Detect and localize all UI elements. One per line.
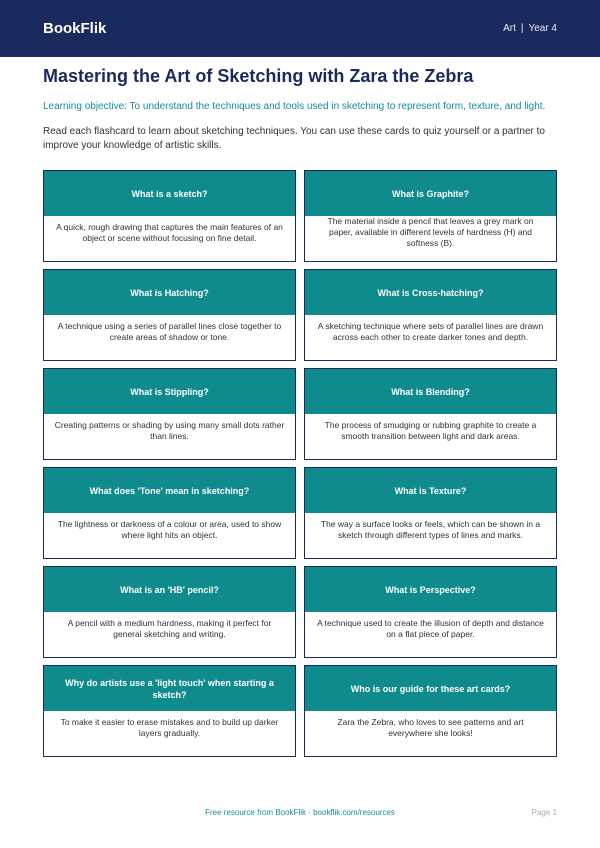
card-answer: To make it easier to erase mistakes and to build up darker layers gradually. [60, 717, 279, 738]
card-answer: Zara the Zebra, who loves to see patterns and art everywhere she looks! [337, 717, 524, 738]
card-question: What is an 'HB' pencil? [44, 567, 295, 612]
learning-objective: Learning objective: To understand the techniques and tools used in sketching to represent form, texture, and light. [43, 101, 546, 112]
flashcard [43, 170, 296, 262]
meta-separator: | [520, 23, 524, 34]
brand-logo[interactable]: BookFlik [43, 20, 107, 37]
card-answer: A quick, rough drawing that captures the main features of an object or scene without focusing on fine detail. [56, 222, 283, 243]
flashcard [43, 269, 296, 361]
card-answer: A sketching technique where sets of parallel lines are drawn across each other to create darker tones and depth. [317, 321, 544, 342]
card-question: What is a sketch? [44, 171, 295, 216]
card-question: What is Hatching? [44, 270, 295, 315]
card-answer: The material inside a pencil that leaves a grey mark on paper, available in different levels of hardness (H) and softness (B). [327, 216, 534, 248]
page-number: Page 1 [531, 808, 557, 817]
card-question: What is Blending? [305, 369, 556, 414]
top-bar [0, 0, 600, 57]
card-answer: Creating patterns or shading by using many small dots rather than lines. [54, 420, 285, 441]
flashcard [304, 467, 557, 559]
card-answer: The way a surface looks or feels, which can be shown in a sketch through different types of lines and marks. [320, 519, 541, 540]
card-question: What is Texture? [305, 468, 556, 513]
subject-year [503, 23, 557, 34]
flashcard [304, 566, 557, 658]
card-question: Why do artists use a 'light touch' when starting a sketch? [44, 666, 295, 711]
flashcard [304, 269, 557, 361]
card-answer: The process of smudging or rubbing graphite to create a smooth transition between light and dark areas. [324, 420, 537, 441]
card-question: Who is our guide for these art cards? [305, 666, 556, 711]
flashcard [43, 467, 296, 559]
card-question: What does 'Tone' mean in sketching? [44, 468, 295, 513]
flashcard [304, 665, 557, 757]
flashcard [304, 368, 557, 460]
page-title: Mastering the Art of Sketching with Zara the Zebra [43, 66, 474, 86]
card-answer: A technique using a series of parallel lines close together to create areas of shadow or tone. [57, 321, 282, 342]
footer-credit[interactable]: Free resource from BookFlik · bookflik.com/resources [205, 808, 395, 817]
card-answer: A technique used to create the illusion of depth and distance on a flat piece of paper. [317, 618, 544, 639]
flashcard [43, 665, 296, 757]
intro-text: Read each flashcard to learn about sketching techniques. You can use these cards to quiz yourself or a partner to improve your knowledge of artistic skills. [43, 126, 545, 151]
card-question: What is Stippling? [44, 369, 295, 414]
card-question: What is Cross-hatching? [305, 270, 556, 315]
flashcard [43, 368, 296, 460]
flashcard [43, 566, 296, 658]
subject-label: Art [503, 23, 516, 34]
flashcard-grid [43, 170, 557, 757]
card-question: What is Perspective? [305, 567, 556, 612]
card-question: What is Graphite? [305, 171, 556, 216]
card-answer: The lightness or darkness of a colour or area, used to show where light hits an object. [57, 519, 282, 540]
year-label: Year 4 [528, 23, 557, 34]
flashcard [304, 170, 557, 262]
card-answer: A pencil with a medium hardness, making it perfect for general sketching and writing. [67, 618, 272, 639]
